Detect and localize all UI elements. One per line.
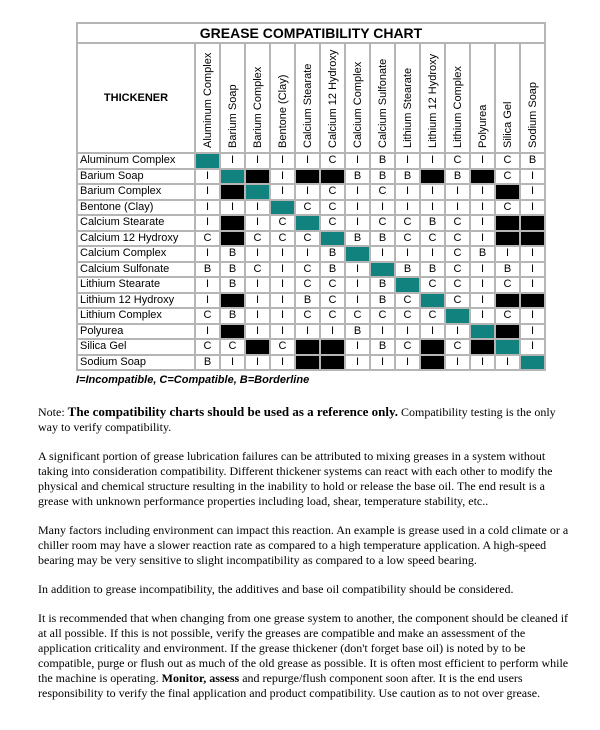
- cell-blank: [320, 169, 345, 185]
- cell-rating: I: [295, 246, 320, 262]
- cell-rating: C: [445, 231, 470, 247]
- cell-rating: C: [495, 153, 520, 169]
- cell-same-thickener: [470, 324, 495, 340]
- cell-blank: [520, 215, 545, 231]
- cell-rating: I: [420, 246, 445, 262]
- cell-rating: I: [270, 277, 295, 293]
- column-header-label: Bentone (Clay): [276, 74, 289, 148]
- cell-rating: C: [395, 215, 420, 231]
- column-header: [520, 43, 545, 153]
- cell-rating: B: [370, 231, 395, 247]
- cell-rating: C: [195, 231, 220, 247]
- cell-rating: B: [370, 277, 395, 293]
- cell-rating: C: [445, 262, 470, 278]
- cell-rating: B: [220, 277, 245, 293]
- column-header-label: Polyurea: [476, 104, 489, 148]
- column-header: [420, 43, 445, 153]
- body-text: [38, 404, 573, 715]
- column-header-label: Silica Gel: [501, 101, 514, 148]
- cell-rating: I: [195, 169, 220, 185]
- cell-rating: I: [470, 153, 495, 169]
- cell-rating: I: [495, 355, 520, 371]
- cell-blank: [470, 339, 495, 355]
- cell-rating: I: [195, 246, 220, 262]
- cell-rating: I: [470, 262, 495, 278]
- cell-blank: [245, 169, 270, 185]
- row-label: Lithium Stearate: [77, 277, 195, 293]
- cell-rating: I: [445, 200, 470, 216]
- cell-rating: B: [295, 293, 320, 309]
- cell-rating: I: [520, 184, 545, 200]
- column-header-label: Calcium 12 Hydroxy: [326, 49, 339, 148]
- cell-rating: C: [295, 231, 320, 247]
- cell-rating: I: [245, 355, 270, 371]
- cell-rating: B: [195, 262, 220, 278]
- column-header-label: Lithium Stearate: [401, 67, 414, 148]
- column-header-label: Barium Soap: [226, 84, 239, 148]
- column-header: [470, 43, 495, 153]
- cell-rating: C: [495, 200, 520, 216]
- cell-rating: C: [320, 293, 345, 309]
- cell-rating: C: [195, 339, 220, 355]
- cell-rating: I: [195, 324, 220, 340]
- column-header-label: Lithium 12 Hydroxy: [426, 53, 439, 148]
- cell-rating: B: [370, 169, 395, 185]
- cell-rating: I: [495, 246, 520, 262]
- table-row: [77, 355, 545, 371]
- cell-blank: [245, 339, 270, 355]
- cell-rating: I: [370, 355, 395, 371]
- p4-b: and repurge/flush component soon after. It is the end users responsibility to verify the final application and product compatibility. Use caution as to not over grease.: [38, 671, 541, 700]
- column-header: [370, 43, 395, 153]
- cell-rating: I: [420, 200, 445, 216]
- cell-same-thickener: [495, 339, 520, 355]
- cell-rating: C: [220, 339, 245, 355]
- cell-rating: I: [295, 324, 320, 340]
- column-header: [245, 43, 270, 153]
- cell-rating: I: [370, 246, 395, 262]
- cell-rating: B: [495, 262, 520, 278]
- cell-rating: B: [370, 153, 395, 169]
- cell-rating: I: [295, 184, 320, 200]
- cell-same-thickener: [295, 215, 320, 231]
- paragraph-1: A significant portion of grease lubrication failures can be attributed to mixing greases in a system without taking into consideration compatibility. Different thickener systems can react with each other to modify the physical and chemical structure resulting in the inability to hold or release the base oil. The end result is a grease with unknown performance properties including load, shear, temperature stability, etc..: [38, 449, 553, 508]
- cell-rating: I: [320, 324, 345, 340]
- cell-rating: I: [395, 246, 420, 262]
- cell-blank: [320, 339, 345, 355]
- cell-blank: [520, 293, 545, 309]
- p4-a: It is recommended that when changing from one grease system to another, the component should be cleaned if at all possible. If this is not possible, verify the greases are compatible and make an assessment of the application criticality and environment. If the grease thickener (don't forget base oil) is noted by to be compatible, purge or flush out as much of the old grease as possible. It is often most efficient to perform while the machine is operating.: [38, 611, 569, 685]
- cell-rating: C: [370, 308, 395, 324]
- cell-rating: I: [345, 200, 370, 216]
- cell-rating: I: [520, 277, 545, 293]
- cell-rating: I: [470, 277, 495, 293]
- column-header: [295, 43, 320, 153]
- cell-rating: I: [220, 153, 245, 169]
- cell-rating: I: [520, 339, 545, 355]
- row-label: Polyurea: [77, 324, 195, 340]
- cell-same-thickener: [320, 231, 345, 247]
- column-header: [320, 43, 345, 153]
- cell-blank: [220, 215, 245, 231]
- column-header: [345, 43, 370, 153]
- cell-rating: I: [270, 308, 295, 324]
- cell-rating: I: [345, 339, 370, 355]
- column-header-label: Calcium Stearate: [301, 63, 314, 148]
- paragraph-3: In addition to grease incompatibility, the additives and base oil compatibility should be considered.: [38, 582, 514, 596]
- cell-rating: C: [245, 262, 270, 278]
- cell-rating: I: [370, 200, 395, 216]
- cell-rating: I: [395, 184, 420, 200]
- cell-rating: C: [370, 184, 395, 200]
- chart-title: GREASE COMPATIBILITY CHART: [77, 23, 545, 43]
- cell-blank: [220, 293, 245, 309]
- p4-bold: Monitor, assess: [161, 671, 240, 685]
- note-prefix: Note:: [38, 405, 68, 419]
- cell-rating: B: [220, 262, 245, 278]
- cell-same-thickener: [420, 293, 445, 309]
- cell-rating: C: [270, 231, 295, 247]
- cell-rating: B: [220, 308, 245, 324]
- note-bold: The compatibility charts should be used as a reference only.: [67, 404, 398, 419]
- cell-rating: I: [345, 293, 370, 309]
- cell-rating: I: [420, 324, 445, 340]
- cell-rating: B: [345, 169, 370, 185]
- cell-rating: I: [520, 169, 545, 185]
- cell-rating: I: [370, 324, 395, 340]
- cell-rating: I: [245, 293, 270, 309]
- cell-rating: B: [420, 262, 445, 278]
- cell-blank: [470, 169, 495, 185]
- cell-rating: I: [420, 184, 445, 200]
- cell-rating: B: [220, 246, 245, 262]
- column-header: [395, 43, 420, 153]
- cell-rating: I: [195, 184, 220, 200]
- cell-rating: B: [445, 169, 470, 185]
- cell-same-thickener: [220, 169, 245, 185]
- cell-blank: [295, 169, 320, 185]
- cell-rating: I: [245, 277, 270, 293]
- table-row: [77, 262, 545, 278]
- cell-same-thickener: [345, 246, 370, 262]
- cell-rating: C: [420, 231, 445, 247]
- cell-rating: I: [270, 293, 295, 309]
- cell-blank: [495, 324, 520, 340]
- cell-rating: C: [245, 231, 270, 247]
- cell-rating: C: [445, 215, 470, 231]
- table-row: [77, 277, 545, 293]
- table-row: [77, 153, 545, 169]
- row-label: Lithium Complex: [77, 308, 195, 324]
- column-header-label: Lithium Complex: [451, 66, 464, 148]
- cell-rating: I: [395, 200, 420, 216]
- cell-rating: I: [345, 215, 370, 231]
- cell-rating: I: [245, 324, 270, 340]
- table-row: [77, 324, 545, 340]
- cell-rating: B: [345, 324, 370, 340]
- cell-rating: I: [520, 262, 545, 278]
- cell-rating: C: [345, 308, 370, 324]
- cell-rating: I: [395, 153, 420, 169]
- cell-rating: I: [470, 184, 495, 200]
- row-label: Barium Soap: [77, 169, 195, 185]
- cell-same-thickener: [195, 153, 220, 169]
- cell-rating: C: [320, 184, 345, 200]
- cell-same-thickener: [395, 277, 420, 293]
- cell-blank: [495, 231, 520, 247]
- cell-same-thickener: [445, 308, 470, 324]
- cell-rating: I: [470, 200, 495, 216]
- table-row: [77, 200, 545, 216]
- cell-rating: I: [470, 231, 495, 247]
- cell-rating: C: [320, 153, 345, 169]
- note-paragraph: [38, 404, 573, 435]
- cell-rating: I: [195, 293, 220, 309]
- row-label: Barium Complex: [77, 184, 195, 200]
- grease-compatibility-table: [76, 22, 546, 371]
- cell-rating: C: [270, 215, 295, 231]
- cell-rating: I: [220, 200, 245, 216]
- column-header-label: Barium Complex: [251, 66, 264, 148]
- cell-blank: [420, 169, 445, 185]
- cell-rating: I: [470, 308, 495, 324]
- table-row: [77, 184, 545, 200]
- cell-rating: I: [345, 153, 370, 169]
- cell-rating: I: [445, 184, 470, 200]
- cell-rating: I: [270, 324, 295, 340]
- cell-rating: I: [295, 153, 320, 169]
- cell-rating: B: [420, 215, 445, 231]
- column-header: [270, 43, 295, 153]
- cell-rating: C: [420, 277, 445, 293]
- cell-rating: B: [520, 153, 545, 169]
- thickener-header: THICKENER: [77, 43, 195, 153]
- cell-rating: I: [345, 277, 370, 293]
- cell-blank: [495, 215, 520, 231]
- cell-same-thickener: [270, 200, 295, 216]
- cell-rating: I: [520, 308, 545, 324]
- cell-rating: I: [270, 184, 295, 200]
- cell-rating: I: [345, 262, 370, 278]
- cell-rating: I: [270, 262, 295, 278]
- cell-blank: [495, 293, 520, 309]
- cell-rating: B: [470, 246, 495, 262]
- column-header-label: Sodium Soap: [526, 81, 539, 148]
- row-label: Silica Gel: [77, 339, 195, 355]
- cell-rating: C: [395, 293, 420, 309]
- table-row: [77, 293, 545, 309]
- cell-rating: I: [470, 293, 495, 309]
- cell-rating: B: [320, 262, 345, 278]
- column-header-label: Aluminum Complex: [201, 52, 214, 148]
- cell-rating: I: [270, 246, 295, 262]
- cell-rating: I: [195, 277, 220, 293]
- cell-blank: [220, 324, 245, 340]
- cell-same-thickener: [370, 262, 395, 278]
- cell-same-thickener: [245, 184, 270, 200]
- cell-rating: I: [270, 169, 295, 185]
- cell-rating: I: [245, 200, 270, 216]
- cell-rating: C: [395, 231, 420, 247]
- cell-rating: C: [320, 308, 345, 324]
- cell-rating: C: [445, 339, 470, 355]
- cell-rating: C: [295, 262, 320, 278]
- cell-rating: C: [270, 339, 295, 355]
- cell-blank: [295, 355, 320, 371]
- table-row: [77, 169, 545, 185]
- cell-rating: I: [445, 324, 470, 340]
- column-header: [220, 43, 245, 153]
- cell-rating: C: [320, 277, 345, 293]
- cell-rating: C: [445, 153, 470, 169]
- cell-rating: C: [395, 339, 420, 355]
- column-header-label: Calcium Complex: [351, 61, 364, 148]
- cell-rating: I: [245, 153, 270, 169]
- row-label: Calcium Sulfonate: [77, 262, 195, 278]
- cell-rating: C: [395, 308, 420, 324]
- cell-rating: C: [495, 169, 520, 185]
- cell-rating: I: [195, 215, 220, 231]
- cell-rating: C: [370, 215, 395, 231]
- cell-same-thickener: [520, 355, 545, 371]
- cell-rating: I: [195, 200, 220, 216]
- cell-blank: [495, 184, 520, 200]
- cell-rating: I: [270, 355, 295, 371]
- cell-blank: [220, 231, 245, 247]
- cell-rating: B: [345, 231, 370, 247]
- cell-rating: I: [520, 324, 545, 340]
- cell-rating: I: [395, 324, 420, 340]
- cell-rating: C: [195, 308, 220, 324]
- cell-blank: [320, 355, 345, 371]
- cell-rating: C: [445, 277, 470, 293]
- cell-rating: C: [420, 308, 445, 324]
- cell-rating: I: [445, 355, 470, 371]
- row-label: Lithium 12 Hydroxy: [77, 293, 195, 309]
- row-label: Aluminum Complex: [77, 153, 195, 169]
- paragraph-4: [38, 611, 573, 701]
- cell-rating: B: [195, 355, 220, 371]
- cell-rating: C: [445, 246, 470, 262]
- cell-rating: B: [370, 293, 395, 309]
- table-row: [77, 231, 545, 247]
- cell-rating: C: [295, 308, 320, 324]
- cell-blank: [420, 355, 445, 371]
- row-label: Calcium Stearate: [77, 215, 195, 231]
- cell-rating: B: [320, 246, 345, 262]
- paragraph-2: Many factors including environment can impact this reaction. An example is grease used in a cold climate or a chiller room may have a slower reaction rate as compared to a high temperature application. A high-speed bearing may be very sensitive to slight incompatibility as compared to a low speed bearing.: [38, 523, 569, 567]
- column-header-label: Calcium Sulfonate: [376, 58, 389, 148]
- row-label: Bentone (Clay): [77, 200, 195, 216]
- cell-rating: C: [495, 277, 520, 293]
- cell-rating: B: [395, 169, 420, 185]
- table-row: [77, 215, 545, 231]
- cell-rating: I: [395, 355, 420, 371]
- cell-rating: I: [220, 355, 245, 371]
- cell-rating: C: [445, 293, 470, 309]
- cell-rating: C: [495, 308, 520, 324]
- cell-rating: C: [295, 200, 320, 216]
- table-row: [77, 339, 545, 355]
- cell-rating: B: [370, 339, 395, 355]
- cell-rating: I: [470, 215, 495, 231]
- cell-rating: C: [320, 215, 345, 231]
- legend: I=Incompatible, C=Compatible, B=Borderline: [76, 374, 310, 386]
- cell-rating: I: [270, 153, 295, 169]
- cell-rating: B: [395, 262, 420, 278]
- note-rest: Compatibility testing is the only way to verify compatibility.: [38, 405, 556, 434]
- column-header: [445, 43, 470, 153]
- column-header: [195, 43, 220, 153]
- row-label: Calcium Complex: [77, 246, 195, 262]
- table-row: [77, 308, 545, 324]
- cell-blank: [295, 339, 320, 355]
- column-header: [495, 43, 520, 153]
- cell-rating: I: [245, 246, 270, 262]
- cell-rating: I: [470, 355, 495, 371]
- cell-rating: I: [345, 184, 370, 200]
- cell-blank: [420, 339, 445, 355]
- row-label: Calcium 12 Hydroxy: [77, 231, 195, 247]
- cell-rating: I: [520, 246, 545, 262]
- cell-rating: I: [520, 200, 545, 216]
- cell-rating: I: [245, 215, 270, 231]
- table-row: [77, 246, 545, 262]
- cell-blank: [520, 231, 545, 247]
- cell-rating: C: [320, 200, 345, 216]
- cell-rating: I: [420, 153, 445, 169]
- cell-rating: C: [295, 277, 320, 293]
- cell-blank: [220, 184, 245, 200]
- row-label: Sodium Soap: [77, 355, 195, 371]
- cell-rating: I: [345, 355, 370, 371]
- cell-rating: I: [245, 308, 270, 324]
